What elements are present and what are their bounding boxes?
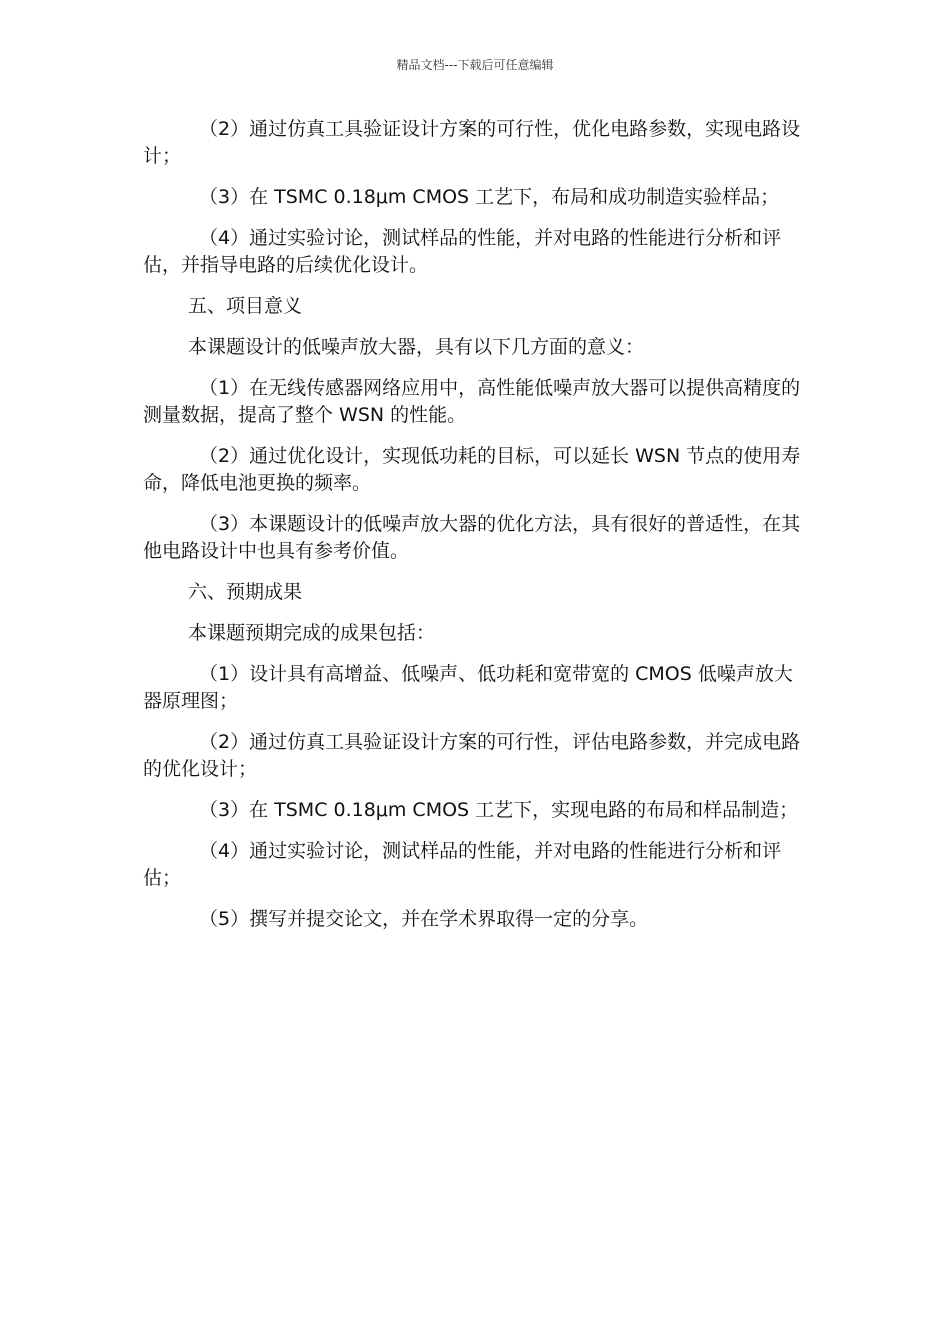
section-heading: 六、预期成果 [188,581,303,603]
paragraph-list-item: （1）在无线传感器网络应用中，高性能低噪声放大器可以提供高精度的测量数据，提高了整个 WSN 的性能。 [143,377,801,426]
page-header: 精品文档---下载后可任意编辑 [396,58,554,72]
paragraph-list-item: （3）本课题设计的低噪声放大器的优化方法，具有很好的普适性，在其他电路设计中也具有参考价值。 [143,513,801,562]
paragraph-list-item: （4）通过实验讨论，测试样品的性能，并对电路的性能进行分析和评估； [143,840,782,889]
paragraph-list-item: （4）通过实验讨论，测试样品的性能，并对电路的性能进行分析和评估，并指导电路的后续优化设计。 [143,227,782,276]
paragraph-list-item: （2）通过仿真工具验证设计方案的可行性，优化电路参数，实现电路设计； [143,118,801,167]
paragraph-list-item: （3）在 TSMC 0.18μm CMOS 工艺下，实现电路的布局和样品制造； [199,799,799,821]
paragraph-list-item: （2）通过仿真工具验证设计方案的可行性，评估电路参数，并完成电路的优化设计； [143,731,801,780]
paragraph-list-item: （2）通过优化设计，实现低功耗的目标，可以延长 WSN 节点的使用寿命，降低电池更换的频率。 [143,445,801,494]
paragraph-list-item: （1）设计具有高增益、低噪声、低功耗和宽带宽的 CMOS 低噪声放大器原理图； [143,663,793,712]
section-intro: 本课题设计的低噪声放大器，具有以下几方面的意义： [188,336,645,358]
section-intro: 本课题预期完成的成果包括： [188,622,436,644]
paragraph-list-item: （5）撰写并提交论文，并在学术界取得一定的分享。 [199,908,649,930]
paragraph-list-item: （3）在 TSMC 0.18μm CMOS 工艺下，布局和成功制造实验样品； [199,186,780,208]
document-body [143,116,808,947]
section-heading: 五、项目意义 [188,295,303,317]
